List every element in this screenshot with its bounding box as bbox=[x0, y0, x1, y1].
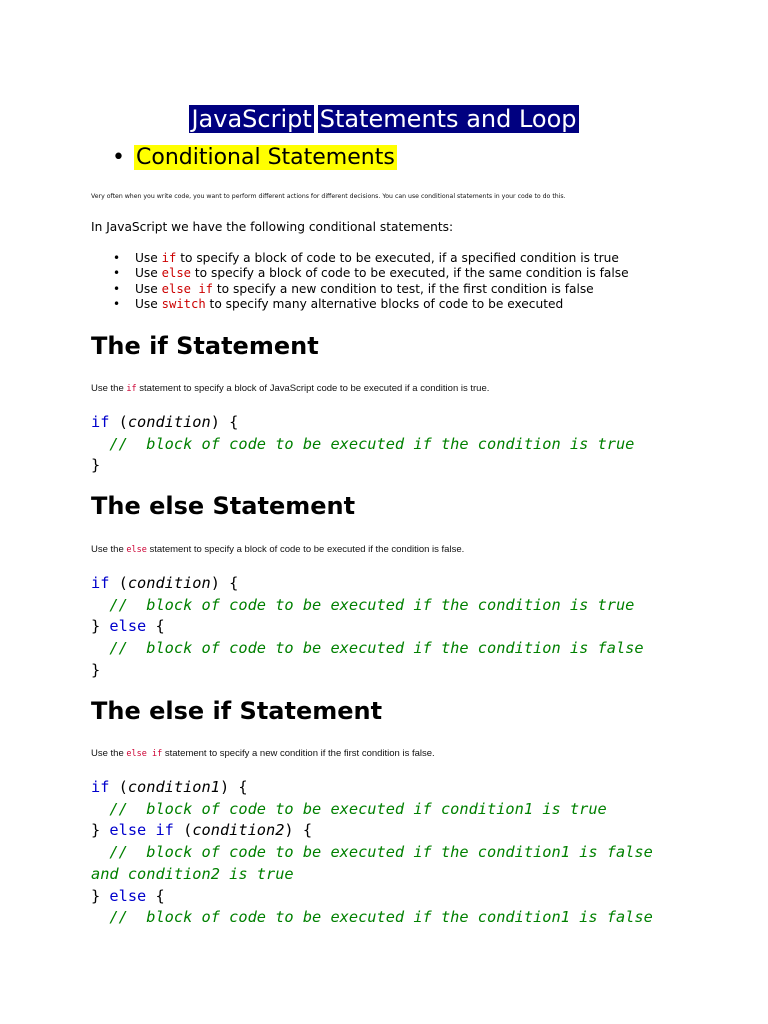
else-if-statement-description: Use the else if statement to specify a new condition if the first condition is false. bbox=[91, 748, 435, 759]
if-statement-description: Use the if statement to specify a block of JavaScript code to be executed if a condition is true. bbox=[91, 383, 490, 394]
if-statement-heading: The if Statement bbox=[91, 332, 319, 360]
list-item: • Use else if to specify a new condition to test, if the first condition is false bbox=[91, 282, 629, 297]
else-if-statement-heading: The else if Statement bbox=[91, 697, 383, 725]
list-item: • Use else to specify a block of code to be executed, if the same condition is false bbox=[91, 266, 629, 281]
list-item: • Use if to specify a block of code to be executed, if a specified condition is true bbox=[91, 251, 629, 266]
title-part-javascript: JavaScript bbox=[191, 105, 312, 133]
else-if-code-block: if (condition1) { // block of code to be executed if condition1 is true } else if (condition2) { // block of code to be executed if the condition1 is false and condition2 is true } else { // block of code to be executed if the condition1 is false bbox=[91, 778, 653, 927]
intro-small-text: Very often when you write code, you want to perform different actions for different decisions. You can use conditional statements in your code to do this. bbox=[91, 193, 566, 200]
conditions-list bbox=[91, 251, 629, 312]
title-part-statements: Statements and Loop bbox=[319, 105, 577, 133]
else-statement-description: Use the else statement to specify a block of code to be executed if the condition is false. bbox=[91, 544, 465, 555]
page-title bbox=[0, 102, 768, 136]
else-statement-heading: The else Statement bbox=[91, 492, 356, 520]
list-item: • Use switch to specify many alternative blocks of code to be executed bbox=[91, 297, 629, 312]
intro-line: In JavaScript we have the following conditional statements: bbox=[91, 220, 454, 234]
else-code-block: if (condition) { // block of code to be executed if the condition is true } else { // block of code to be executed if the condition is false } bbox=[91, 574, 644, 679]
if-code-block: if (condition) { // block of code to be executed if the condition is true } bbox=[91, 413, 635, 475]
conditional-statements-heading: • Conditional Statements bbox=[112, 143, 397, 173]
bullet-icon: • bbox=[112, 145, 125, 170]
